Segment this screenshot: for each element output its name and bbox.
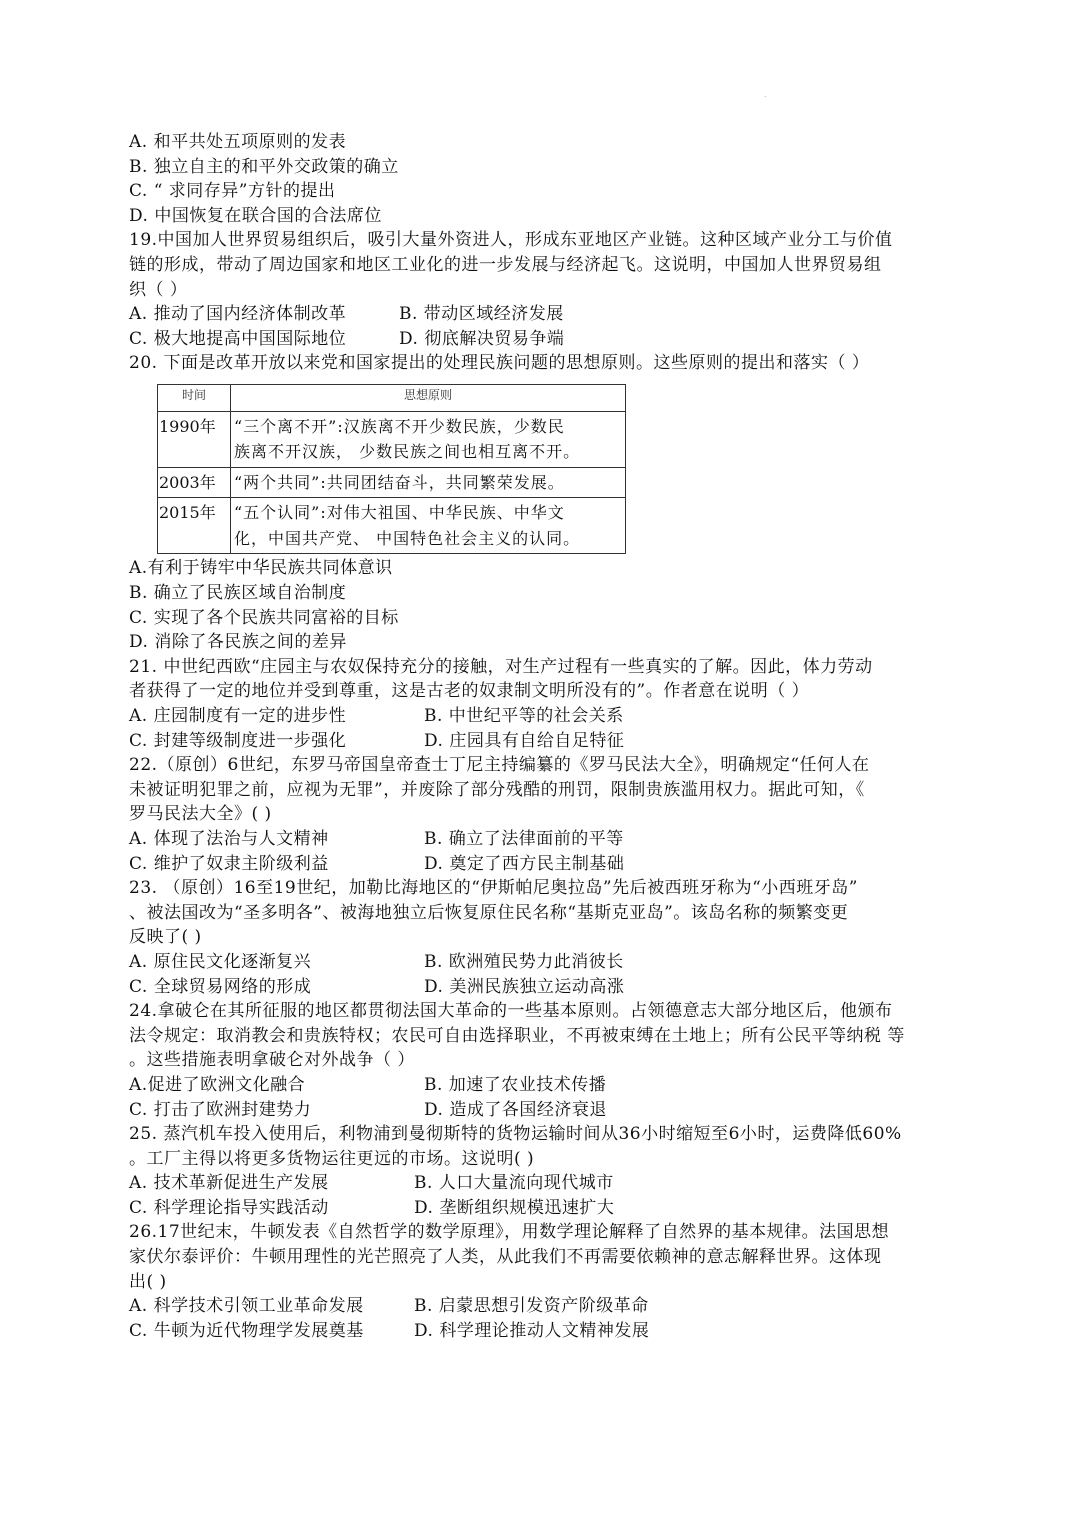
q20-stem: 20. 下面是改革开放以来党和国家提出的处理民族问题的思想原则。这些原则的提出和落实（ ） xyxy=(129,353,870,374)
q19-options-row xyxy=(129,327,954,352)
q23-option-a: A. 原住民文化逐渐复兴 xyxy=(129,951,312,972)
q19-stem-line: 19.中国加人世界贸易组织后，吸引大量外资进人，形成东亚地区产业链。这种区域产业分工与价值 xyxy=(129,230,893,251)
q21-stem-line: 者获得了一定的地位并受到尊重，这是古老的奴隶制文明所没有的”。作者意在说明（ ） xyxy=(129,681,810,702)
q25-options-row xyxy=(129,1171,954,1196)
q22-options-row xyxy=(129,852,954,877)
q22-option-a: A. 体现了法治与人文精神 xyxy=(129,828,329,849)
q20-option-b: B. 确立了民族区域自治制度 xyxy=(129,583,347,604)
q18-option-c: C. “ 求同存异”方针的提出 xyxy=(129,181,336,202)
q26-option-c: C. 牛顿为近代物理学发展奠基 xyxy=(129,1320,364,1341)
q21-option-b: B. 中世纪平等的社会关系 xyxy=(424,706,624,726)
question-23 xyxy=(129,876,954,999)
q23-stem-line: 、被法国改为“圣多明各”、被海地独立后恢复原住民名称“基斯克亚岛”。该岛名称的频繁变更 xyxy=(129,902,849,923)
exam-page xyxy=(129,130,954,1343)
q26-stem-line: 出( ) xyxy=(129,1271,167,1292)
principle-line: 化，中国共产党、 中国特色社会主义的认同。 xyxy=(234,528,581,548)
q23-option-b: B. 欧洲殖民势力此消彼长 xyxy=(424,951,624,972)
q26-option-a: A. 科学技术引领工业革命发展 xyxy=(129,1296,364,1317)
q22-option-d: D. 奠定了西方民主制基础 xyxy=(424,853,625,874)
q18-option-d: D. 中国恢复在联合国的合法席位 xyxy=(129,205,382,226)
q21-option-a: A. 庄园制度有一定的进步性 xyxy=(129,706,347,726)
q26-option-d: D. 科学理论推动人文精神发展 xyxy=(414,1320,650,1341)
q26-options-row xyxy=(129,1294,954,1319)
principles-table xyxy=(157,384,626,555)
q23-options-row xyxy=(129,950,954,975)
q23-option-c: C. 全球贸易网络的形成 xyxy=(129,976,312,997)
q19-stem-line: 织（ ） xyxy=(129,279,188,300)
q21-stem-line: 21. 中世纪西欧“庄园主与农奴保持充分的接触，对生产过程有一些真实的了解。因此，体力劳动 xyxy=(129,656,873,677)
scan-dot: . xyxy=(764,90,767,99)
q22-stem-line: 未被证明犯罪之前，应视为无罪”，并废除了部分残酷的刑罚，限制贵族滥用权力。据此可知，《 xyxy=(129,779,865,800)
question-20 xyxy=(129,351,954,654)
q24-options-row xyxy=(129,1098,954,1123)
q25-stem-line: 。工厂主得以将更多货物运往更远的市场。这说明( ) xyxy=(129,1148,535,1169)
question-24 xyxy=(129,999,954,1122)
q26-stem-line: 家伏尔泰评价：牛顿用理性的光芒照亮了人类，从此我们不再需要依赖神的意志解释世界。这体现 xyxy=(129,1247,882,1268)
q25-stem-line: 25. 蒸汽机车投入使用后，利物浦到曼彻斯特的货物运输时间从36小时缩短至6小时，运费降低60% xyxy=(129,1124,902,1145)
q20-option-d: D. 消除了各民族之间的差异 xyxy=(129,632,347,653)
table-cell-year: 1990年 xyxy=(158,411,231,467)
table-header-row xyxy=(158,384,626,411)
q24-option-d: D. 造成了各国经济衰退 xyxy=(424,1099,607,1120)
q18-option-b: B. 独立自主的和平外交政策的确立 xyxy=(129,156,399,177)
q24-stem-line: 。这些措施表明拿破仑对外战争（ ） xyxy=(129,1050,415,1071)
table-cell-principle xyxy=(231,498,626,554)
q22-stem-line: 罗马民法大全》( ) xyxy=(129,804,272,825)
q24-option-b: B. 加速了农业技术传播 xyxy=(424,1074,607,1095)
q19-options-row xyxy=(129,302,954,327)
q23-stem-line: 23. （原创）16至19世纪，加勒比海地区的“伊斯帕尼奥拉岛”先后被西班牙称为“小西班牙岛” xyxy=(129,878,858,899)
q20-option-a: A.有利于铸牢中华民族共同体意识 xyxy=(129,558,393,579)
table-row xyxy=(158,411,626,467)
table-row xyxy=(158,467,626,498)
q25-option-a: A. 技术革新促进生产发展 xyxy=(129,1173,329,1194)
question-26 xyxy=(129,1220,954,1343)
question-19 xyxy=(129,228,954,351)
table-cell-year: 2015年 xyxy=(158,498,231,554)
q25-options-row xyxy=(129,1196,954,1221)
q26-stem-line: 26.17世纪末，牛顿发表《自然哲学的数学原理》，用数学理论解释了自然界的基本规律。法国思想 xyxy=(129,1222,890,1243)
q22-stem-line: 22.（原创）6世纪，东罗马帝国皇帝查士丁尼主持编纂的《罗马民法大全》，明确规定“任何人在 xyxy=(129,755,870,776)
q22-options-row xyxy=(129,827,954,852)
q26-option-b: B. 启蒙思想引发资产阶级革命 xyxy=(414,1296,649,1317)
q18-option-a: A. 和平共处五项原则的发表 xyxy=(129,132,347,152)
question-21 xyxy=(129,655,954,753)
q24-option-c: C. 打击了欧洲封建势力 xyxy=(129,1099,312,1120)
table-header-principle: 思想原则 xyxy=(231,384,626,411)
q23-option-d: D. 美洲民族独立运动高涨 xyxy=(424,976,625,997)
q25-option-d: D. 垄断组织规模迅速扩大 xyxy=(414,1197,615,1218)
principle-line: “五个认同”:对伟大祖国、中华民族、中华文 xyxy=(234,503,565,523)
question-22 xyxy=(129,753,954,876)
q19-stem-line: 链的形成，带动了周边国家和地区工业化的进一步发展与经济起飞。这说明，中国加人世界贸易组 xyxy=(129,254,882,275)
table-header-time: 时间 xyxy=(158,384,231,411)
q20-option-c: C. 实现了各个民族共同富裕的目标 xyxy=(129,607,399,628)
q21-option-d: D. 庄园具有自给自足特征 xyxy=(424,730,625,751)
question-25 xyxy=(129,1122,954,1220)
table-cell-principle xyxy=(231,467,626,498)
q22-option-c: C. 维护了奴隶主阶级利益 xyxy=(129,853,329,874)
q23-options-row xyxy=(129,975,954,1000)
q24-option-a: A.促进了欧洲文化融合 xyxy=(129,1074,306,1095)
q19-option-d: D. 彻底解决贸易争端 xyxy=(399,328,565,349)
q24-stem-line: 24.拿破仑在其所征服的地区都贯彻法国大革命的一些基本原则。占领德意志大部分地区后，他颁布 xyxy=(129,1001,893,1022)
q24-options-row xyxy=(129,1073,954,1098)
q19-option-b: B. 带动区域经济发展 xyxy=(399,304,564,325)
q25-option-b: B. 人口大量流向现代城市 xyxy=(414,1173,614,1194)
table-row xyxy=(158,498,626,554)
q25-option-c: C. 科学理论指导实践活动 xyxy=(129,1197,329,1218)
table-cell-principle xyxy=(231,411,626,467)
principle-line: “三个离不开”:汉族离不开少数民族，少数民 xyxy=(234,416,565,436)
q22-option-b: B. 确立了法律面前的平等 xyxy=(424,828,624,849)
q23-stem-line: 反映了( ) xyxy=(129,927,202,948)
q21-options-row xyxy=(129,729,954,754)
q19-option-c: C. 极大地提高中国国际地位 xyxy=(129,328,347,349)
q18-options xyxy=(129,130,954,228)
q21-option-c: C. 封建等级制度进一步强化 xyxy=(129,730,347,751)
principle-line: “两个共同”:共同团结奋斗，共同繁荣发展。 xyxy=(234,472,565,492)
q26-options-row xyxy=(129,1319,954,1344)
q24-stem-line: 法令规定：取消教会和贵族特权；农民可自由选择职业，不再被束缚在土地上；所有公民平等纳税 等 xyxy=(129,1025,905,1046)
principle-line: 族离不开汉族， 少数民族之间也相互离不开。 xyxy=(234,442,581,462)
q19-option-a: A. 推动了国内经济体制改革 xyxy=(129,304,347,325)
q21-options-row xyxy=(129,704,954,729)
table-cell-year: 2003年 xyxy=(158,467,231,498)
